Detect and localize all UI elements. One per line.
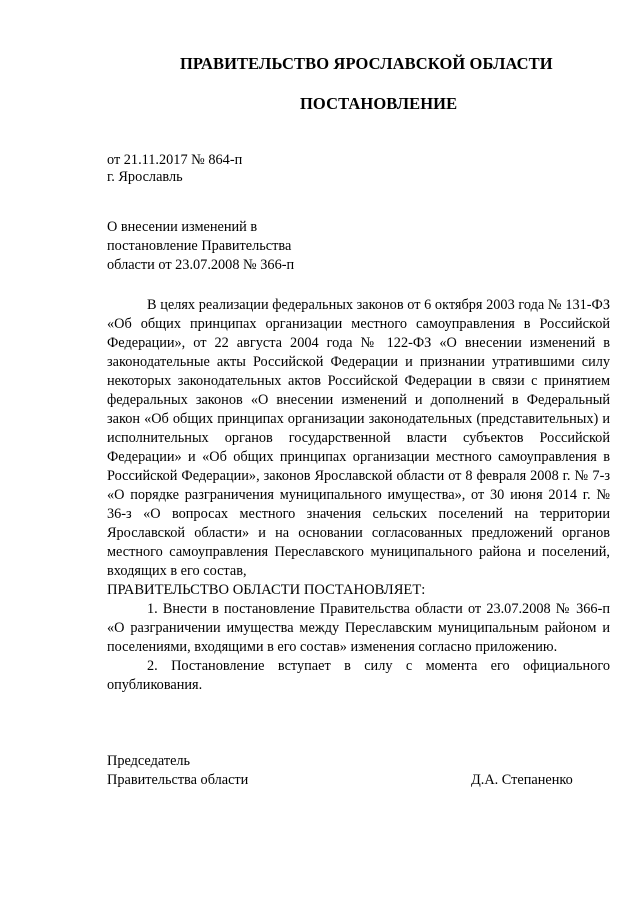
subject-block (107, 218, 294, 275)
signature-title-line2: Правительства области (107, 772, 249, 788)
city: г. Ярославль (107, 169, 183, 185)
signer-name: Д.А. Степаненко (471, 772, 573, 788)
subject-line: О внесении изменений в (107, 219, 258, 235)
document-type-title: ПОСТАНОВЛЕНИЕ (300, 94, 458, 113)
signature-title-line1: Председатель (107, 753, 191, 769)
document-body (107, 296, 610, 695)
preamble-paragraph: В целях реализации федеральных законов от 6 октября 2003 года № 131-ФЗ «Об общих принципах организации местного самоуправления в Российской Федерации», от 22 августа 2004 года № 122-ФЗ «О внесении изменений в законодательные акты Российской Федерации и признании утратившими силу некоторых законодательных актов Российской Федерации в связи с принятием федеральных законов «О внесении изменений и дополнений в Федеральный закон «Об общих принципах организации законодательных (представительных) и исполнительных органов государственной власти субъектов Российской Федерации» и «Об общих принципах организации местного самоуправления в Российской Федерации», законов Ярославской области от 8 февраля 2008 г. № 7-з «О порядке разграничения муниципального имущества», от 30 июня 2014 г. № 36-з «О вопросах местного значения сельских поселений на территории Ярославской области» и на основании согласованных предложений органов местного самоуправления Переславского муниципального района и поселений, входящих в его состав, (107, 297, 610, 579)
decree-statement: ПРАВИТЕЛЬСТВО ОБЛАСТИ ПОСТАНОВЛЯЕТ: (107, 582, 426, 598)
item-1: 1. Внести в постановление Правительства области от 23.07.2008 № 366-п «О разграничении имущества между Переславским муниципальным районом и поселениями, входящими в его состав» изменения согласно приложению. (107, 601, 610, 655)
date-number: от 21.11.2017 № 864-п (107, 152, 243, 168)
organization-header: ПРАВИТЕЛЬСТВО ЯРОСЛАВСКОЙ ОБЛАСТИ (180, 54, 553, 73)
item-2: 2. Постановление вступает в силу с момента его официального опубликования. (107, 658, 610, 693)
signature-title (107, 752, 248, 790)
subject-line: постановление Правительства (107, 238, 292, 254)
subject-line: области от 23.07.2008 № 366-п (107, 257, 295, 273)
